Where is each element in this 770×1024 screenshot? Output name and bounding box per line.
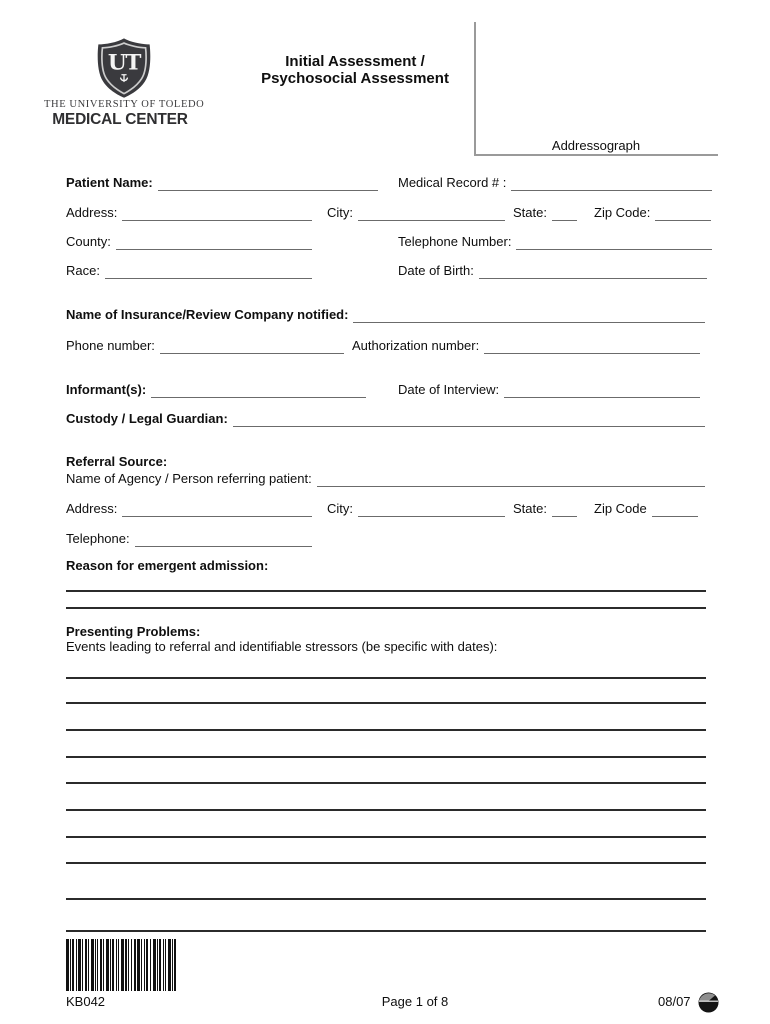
patient-city-field[interactable]	[358, 208, 505, 221]
patient-name-label: Patient Name:	[66, 175, 153, 190]
emergent-admission-line-2[interactable]	[66, 607, 706, 609]
form-code: KB042	[66, 994, 106, 1009]
referral-telephone-row	[66, 530, 312, 547]
referral-source-heading: Referral Source:	[66, 454, 168, 469]
county-row	[66, 233, 312, 250]
informants-label: Informant(s):	[66, 382, 147, 397]
patient-city-row	[327, 204, 505, 221]
referral-agency-field[interactable]	[317, 474, 705, 487]
presenting-problems-heading: Presenting Problems:	[66, 624, 201, 639]
referral-telephone-label: Telephone:	[66, 531, 130, 546]
presenting-problems-line-4[interactable]	[66, 756, 706, 758]
date-of-interview-row	[398, 381, 700, 398]
presenting-problems-line-8[interactable]	[66, 862, 706, 864]
referral-state-field[interactable]	[552, 504, 577, 517]
presenting-problems-line-5[interactable]	[66, 782, 706, 784]
page-number: Page 1 of 8	[381, 994, 449, 1009]
presenting-problems-subheading: Events leading to referral and identifiable stressors (be specific with dates):	[66, 639, 498, 654]
patient-zip-row	[594, 204, 711, 221]
barcode	[66, 939, 178, 991]
referral-zip-row	[594, 500, 698, 517]
org-name-block	[44, 99, 205, 129]
title-line-1: Initial Assessment /	[285, 53, 425, 70]
presenting-problems-line-1[interactable]	[66, 677, 706, 679]
presenting-problems-line-3[interactable]	[66, 729, 706, 731]
patient-state-label: State:	[513, 205, 547, 220]
medical-record-row	[398, 174, 712, 191]
revision-date: 08/07	[658, 994, 691, 1009]
patient-address-label: Address:	[66, 205, 118, 220]
date-of-interview-field[interactable]	[504, 385, 700, 398]
referral-zip-field[interactable]	[652, 504, 698, 517]
title-line-2: Psychosocial Assessment	[261, 70, 449, 87]
addressograph-left-border	[474, 22, 476, 154]
presenting-problems-line-9[interactable]	[66, 898, 706, 900]
patient-name-field[interactable]	[158, 178, 378, 191]
date-of-birth-field[interactable]	[479, 266, 707, 279]
ut-shield-icon	[90, 37, 158, 99]
telephone-number-row	[398, 233, 712, 250]
presenting-problems-line-2[interactable]	[66, 702, 706, 704]
race-label: Race:	[66, 263, 100, 278]
medical-record-label: Medical Record # :	[398, 175, 507, 190]
authorization-number-row	[352, 337, 700, 354]
referral-telephone-field[interactable]	[135, 534, 312, 547]
patient-zip-field[interactable]	[655, 208, 711, 221]
patient-city-label: City:	[327, 205, 353, 220]
referral-address-field[interactable]	[122, 504, 312, 517]
presenting-problems-line-10[interactable]	[66, 930, 706, 932]
referral-agency-row	[66, 470, 705, 487]
presenting-problems-line-7[interactable]	[66, 836, 706, 838]
medical-center-name: MEDICAL CENTER	[52, 111, 188, 128]
referral-state-row	[513, 500, 577, 517]
date-of-interview-label: Date of Interview:	[398, 382, 500, 397]
medical-record-field[interactable]	[511, 178, 712, 191]
authorization-number-field[interactable]	[484, 341, 700, 354]
telephone-number-label: Telephone Number:	[398, 234, 512, 249]
insurance-company-field[interactable]	[353, 310, 705, 323]
addressograph-bottom-border	[474, 154, 718, 156]
patient-address-field[interactable]	[122, 208, 312, 221]
presenting-problems-line-6[interactable]	[66, 809, 706, 811]
informants-field[interactable]	[151, 385, 366, 398]
insurance-phone-field[interactable]	[160, 341, 344, 354]
patient-name-row	[66, 174, 378, 191]
svg-text:UT: UT	[107, 50, 141, 76]
footer-ball-icon-svg	[698, 992, 719, 1013]
referral-agency-label: Name of Agency / Person referring patient:	[66, 471, 312, 486]
race-row	[66, 262, 312, 279]
authorization-number-label: Authorization number:	[352, 338, 480, 353]
patient-address-row	[66, 204, 312, 221]
referral-city-field[interactable]	[358, 504, 505, 517]
date-of-birth-label: Date of Birth:	[398, 263, 474, 278]
date-of-birth-row	[398, 262, 707, 279]
informants-row	[66, 381, 366, 398]
race-field[interactable]	[105, 266, 312, 279]
page-title	[230, 53, 480, 87]
footer-ball-icon	[698, 992, 719, 1013]
referral-address-row	[66, 500, 312, 517]
patient-state-field[interactable]	[552, 208, 577, 221]
custody-row	[66, 410, 705, 427]
addressograph-label: Addressograph	[551, 138, 641, 153]
custody-label: Custody / Legal Guardian:	[66, 411, 228, 426]
patient-state-row	[513, 204, 577, 221]
county-field[interactable]	[116, 237, 312, 250]
insurance-phone-row	[66, 337, 344, 354]
telephone-number-field[interactable]	[516, 237, 712, 250]
barcode-icon	[66, 939, 178, 991]
emergent-admission-heading: Reason for emergent admission:	[66, 558, 269, 573]
patient-zip-label: Zip Code:	[594, 205, 651, 220]
county-label: County:	[66, 234, 111, 249]
emergent-admission-line-1[interactable]	[66, 590, 706, 592]
insurance-company-label: Name of Insurance/Review Company notified:	[66, 307, 349, 322]
referral-zip-label: Zip Code	[594, 501, 647, 516]
insurance-company-row	[66, 306, 705, 323]
university-name: THE UNIVERSITY OF TOLEDO	[44, 99, 205, 110]
referral-address-label: Address:	[66, 501, 118, 516]
referral-state-label: State:	[513, 501, 547, 516]
referral-city-label: City:	[327, 501, 353, 516]
referral-city-row	[327, 500, 505, 517]
ut-shield-logo	[90, 37, 158, 99]
insurance-phone-label: Phone number:	[66, 338, 155, 353]
custody-field[interactable]	[233, 414, 705, 427]
